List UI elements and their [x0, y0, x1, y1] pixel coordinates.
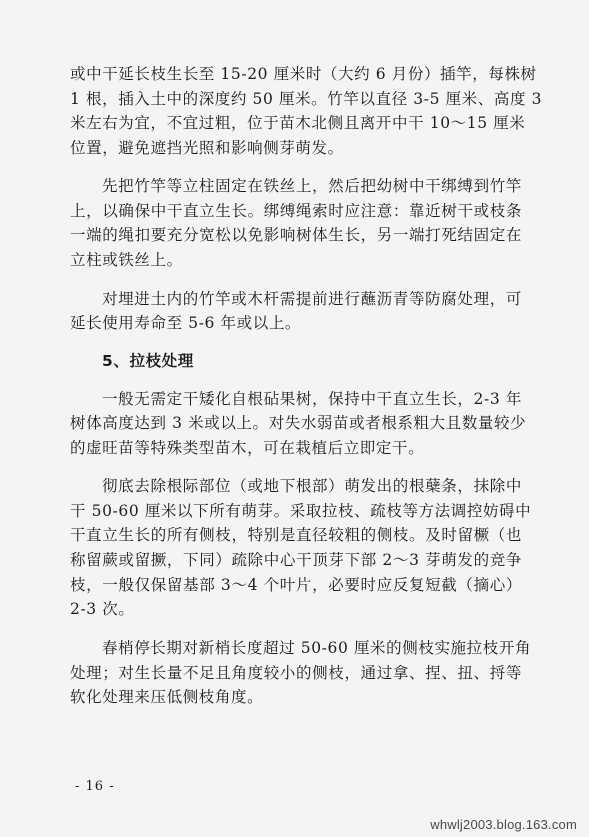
text-line: 树体高度达到 3 米或以上。对失水弱苗或者根系粗大且数量较少: [70, 414, 527, 433]
text-line: 干 50-60 厘米以下所有萌芽。采取拉枝、疏枝等方法调控妨碍中: [70, 501, 532, 520]
text-line: 软化处理来压低侧枝角度。: [70, 688, 264, 707]
text-line: 或中干延长枝生长至 15-20 厘米时（大约 6 月份）插竿，每株树: [70, 65, 537, 83]
text-line: 一端的绳扣要充分宽松以免影响树体生长，另一端打死结固定在: [70, 226, 522, 245]
paragraph: [70, 474, 532, 622]
text-line: 对埋进土内的竹竿或木杆需提前进行蘸沥青等防腐处理，可: [102, 289, 522, 308]
text-line: 2-3 次。: [70, 600, 135, 619]
text-line: 干直立生长的所有侧枝，特别是直径较粗的侧枝。及时留橛（也: [70, 526, 522, 545]
paragraph: [70, 387, 527, 461]
text-line: 位置，避免遮挡光照和影响侧芽萌发。: [70, 139, 344, 158]
text-line: 的虚旺苗等特殊类型苗木，可在栽植后立即定干。: [70, 439, 425, 458]
text-line: 先把竹竿等立柱固定在铁丝上，然后把幼树中干绑缚到竹竿: [102, 176, 522, 195]
text-line: 处理；对生长量不足且角度较小的侧枝，通过拿、捏、扭、捋等: [70, 663, 522, 682]
text-line: 枝，一般仅保留基部 3～4 个叶片，必要时应反复短截（摘心）: [70, 575, 522, 594]
section-heading: [70, 349, 522, 374]
text-line: 米左右为宜，不宜过粗，位于苗木北侧且离开中干 10～15 厘米: [70, 114, 526, 133]
text-line: 春梢停长期对新梢长度超过 50-60 厘米的侧枝实施拉枝开角: [102, 639, 532, 658]
paragraph: [70, 174, 522, 273]
text-line: 上，以确保中干直立生长。绑缚绳索时应注意：靠近树干或枝条: [70, 201, 522, 220]
text-line: 延长使用寿命至 5-6 年或以上。: [70, 314, 302, 333]
body-text: [70, 62, 543, 710]
text-line: 称留蕨或留撅，下同）疏除中心干顶芽下部 2～3 芽萌发的竞争: [70, 550, 522, 569]
paragraph: [70, 287, 522, 336]
text-line: 1 根，插入土中的深度约 50 厘米。竹竿以直径 3-5 厘米、高度 3: [70, 89, 543, 108]
text-line: 立柱或铁丝上。: [70, 250, 183, 269]
paragraph: [70, 62, 543, 161]
page-number: - 16 -: [75, 779, 115, 794]
paragraph: [70, 636, 532, 710]
text-line: 5、拉枝处理: [102, 352, 194, 371]
text-line: 一般无需定干矮化自根砧果树，保持中干直立生长，2-3 年: [102, 389, 522, 408]
watermark: whwlj2003.blog.163.com: [430, 817, 577, 832]
text-line: 彻底去除根际部位（或地下根部）萌发出的根蘖条，抹除中: [102, 476, 522, 495]
